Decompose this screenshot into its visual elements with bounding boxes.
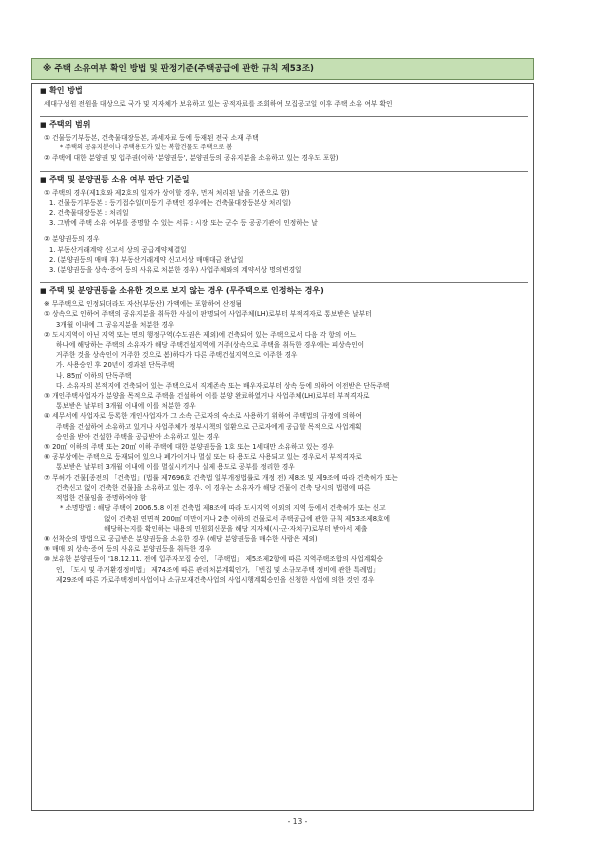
- text-line: ② 도시지역이 아닌 지역 또는 면의 행정구역(수도권은 제외)에 건축되어 있는 주택으로서 다음 각 항의 어느: [44, 330, 357, 339]
- text-line: ① 건물등기부등본, 건축물대장등본, 과세자료 등에 등재된 전국 소재 주택: [44, 134, 259, 143]
- text-line: ⑥ 공부상에는 주택으로 등재되어 있으나 폐가이거나 멸실 또는 타 용도로 사용되고 있는 경우로서 부적격자로: [44, 453, 362, 462]
- text-line: 3. (분양권등을 상속·증여 등의 사유로 처분한 경우) 사업주체와의 계약서상 명의변경일: [49, 266, 302, 275]
- text-line: ① 주택의 경우(제1호와 제2호의 일자가 상이할 경우, 먼저 처리된 날을 기준으로 함): [44, 188, 290, 197]
- note-line: 없이 건축된 연면적 200㎡ 미만이거나 2층 이하의 건물로서 주택공급에 관한 규칙 제53조제8호에: [104, 514, 390, 523]
- text-line: ⑩ 보유한 분양권등이 '18.12.11. 전에 입주자모집 승인, 「주택법」 제5조제2항에 따른 지역주택조합의 사업계획승: [44, 555, 384, 564]
- text-line: ③ 개인주택사업자가 분양을 목적으로 주택을 건설하여 이를 분양 완료하였거나 사업주체(LH)로부터 부적격자로: [44, 392, 370, 401]
- text-line: ※ 무주택으로 인정되더라도 자산(부동산) 가액에는 포함하여 산정됨: [44, 300, 242, 309]
- note-line: 해당하는지를 확인하는 내용의 민원회신문을 해당 지자체(시·군·자치구)로부터 받아서 제출: [104, 524, 368, 533]
- text-line: ⑦ 무허가 건물[종전의 「건축법」(법률 제7696호 건축법 일부개정법률로 개정 전) 제8조 및 제9조에 따라 건축허가 또는: [44, 473, 398, 482]
- section-heading: ■ 주택 및 분양권등 소유 여부 판단 기준일: [40, 174, 528, 186]
- section-housing-scope: [40, 116, 528, 169]
- content-box: [31, 83, 534, 811]
- text-line: 1. 건물등기부등본 : 등기접수일(미등기 주택인 경우에는 건축물대장등본상 처리일): [49, 198, 291, 207]
- text-line: ② 분양권등의 경우: [44, 235, 100, 244]
- text-line: ⑧ 선착순의 방법으로 공급받은 분양권등을 소유한 경우 (해당 분양권등을 매수한 사람은 제외): [44, 534, 318, 543]
- section-verification-method: [40, 85, 528, 115]
- text-line: 통보받은 날부터 3개월 이내에 이를 처분한 경우: [56, 402, 196, 411]
- text-line: 승인을 받아 건설한 주택을 공급받아 소유하고 있는 경우: [56, 432, 220, 441]
- text-line: 가. 사용승인 후 20년이 경과된 단독주택: [56, 361, 175, 370]
- text-line: 적법한 건물임을 증명하여야 함: [56, 494, 147, 503]
- page-number: - 13 -: [287, 817, 308, 826]
- page-title: ※ 주택 소유여부 확인 방법 및 판정기준(주택공급에 관한 규칙 제53조): [31, 58, 534, 80]
- section-heading: ■ 주택의 범위: [40, 119, 528, 131]
- text-line: 2. 건축물대장등본 : 처리일: [49, 209, 129, 218]
- text-line: ④ 세무서에 사업자로 등록한 개인사업자가 그 소속 근로자의 숙소로 사용하기 위하여 주택법의 규정에 의하여: [44, 412, 362, 421]
- text-line: 3개월 이내에 그 공유지분을 처분한 경우: [56, 320, 175, 329]
- text-line: 세대구성원 전원을 대상으로 국가 및 지자체가 보유하고 있는 공적자료를 조회하여 모집공고일 이후 주택 소유 여부 확인: [44, 100, 393, 108]
- note-line: * 소명방법 : 해당 주택이 2006.5.8 이전 건축법 제8조에 따라 도시지역 이외의 지역 등에서 건축허가 또는 신고: [60, 504, 386, 513]
- text-line: ① 상속으로 인하여 주택의 공유지분을 취득한 사실이 판명되어 사업주체(LH)로부터 부적격자로 통보받은 날부터: [44, 310, 372, 319]
- section-heading: ■ 확인 방법: [40, 85, 528, 97]
- text-line: ⑤ 20㎡ 이하의 주택 또는 20㎡ 이하 주택에 대한 분양권등을 1호 또는 1세대만 소유하고 있는 경우: [44, 443, 334, 452]
- text-line: 주택을 건설하여 소유하고 있거나 사업주체가 정부시책의 일환으로 근로자에게 공급할 목적으로 사업계획: [56, 422, 362, 431]
- text-line: 하나에 해당하는 주택의 소유자가 해당 주택건설지역에 거주(상속으로 주택을 취득한 경우에는 피상속인이: [56, 341, 365, 350]
- note-line: * 주택의 공유지분이나 주택용도가 있는 복합건물도 주택으로 봄: [60, 144, 233, 152]
- text-line: 거주한 것을 상속인이 거주한 것으로 봄)하다가 다른 주택건설지역으로 이주한 경우: [56, 351, 298, 360]
- text-line: ⑨ 매매 외 상속·증여 등의 사유로 분양권등을 취득한 경우: [44, 545, 212, 554]
- text-line: ② 주택에 대한 분양권 및 입주권(이하 '분양권등', 분양권등의 공유지분을 소유하고 있는 경우도 포함): [44, 154, 339, 163]
- text-line: 인, 「도시 및 주거환경정비법」 제74조에 따른 관리처분계획인가, 「빈집 및 소규모주택 정비에 관한 특례법」: [56, 565, 380, 574]
- text-line: 다. 소유자의 본적지에 건축되어 있는 주택으로서 직계존속 또는 배우자로부터 상속 등에 의하여 이전받은 단독주택: [56, 381, 390, 390]
- text-line: 2. (분양권등의 매매 후) 부동산거래계약 신고서상 매매대금 완납일: [49, 255, 244, 264]
- section-criteria-date: [40, 171, 528, 282]
- text-line: 통보받은 날부터 3개월 이내에 이를 멸실시키거나 실제 용도로 공부를 정리한 경우: [56, 463, 295, 472]
- section-non-ownership-cases: [40, 282, 528, 585]
- text-line: 제29조에 따른 가로주택정비사업이나 소규모재건축사업의 사업시행계획승인을 신청한 사업에 의한 것인 경우: [56, 575, 375, 584]
- text-line: 3. 그밖에 주택 소유 여부를 증명할 수 있는 서류 : 시장 또는 군수 등 공공기관이 인정하는 날: [49, 219, 318, 228]
- section-heading: ■ 주택 및 분양권등을 소유한 것으로 보지 않는 경우 (무주택으로 인정하는 경우): [40, 285, 528, 297]
- text-line: 나. 85㎡ 이하의 단독주택: [56, 371, 132, 380]
- text-line: 건축신고 없이 건축한 건물]을 소유하고 있는 경우. 이 경우는 소유자가 해당 건물이 건축 당시의 법령에 따른: [56, 483, 371, 492]
- text-line: 1. 부동산거래계약 신고서 상의 공급계약체결일: [49, 245, 187, 254]
